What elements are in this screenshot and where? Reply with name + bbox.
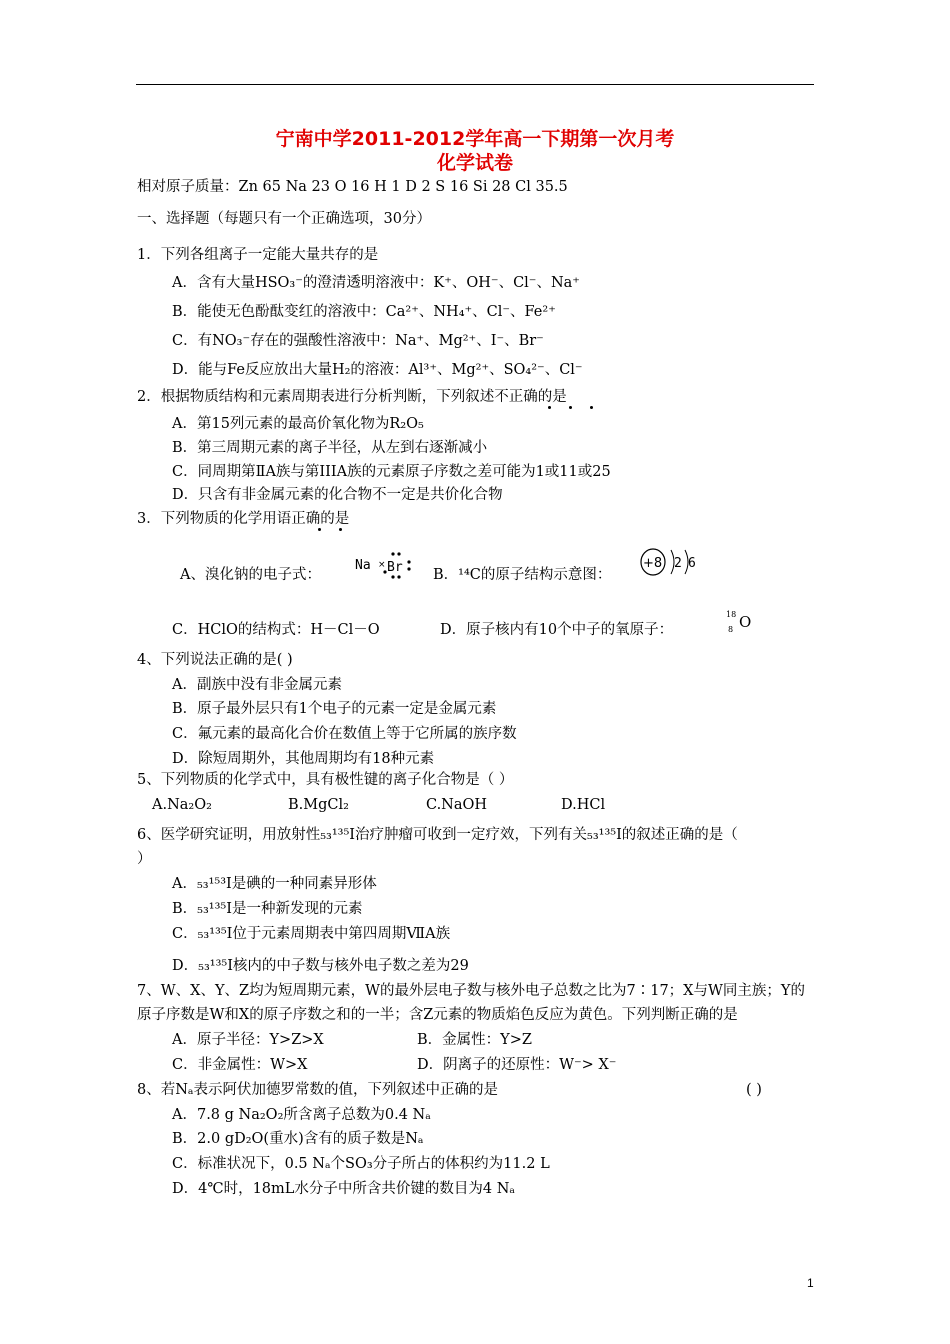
question-4-option-c: C．氟元素的最高化合价在数值上等于它所属的族序数 (172, 726, 517, 742)
question-4-option-a: A．副族中没有非金属元素 (172, 677, 342, 693)
element-symbol: O (739, 613, 752, 631)
emphasis-dot (569, 406, 572, 409)
question-8-option-c: C．标准状况下，0.5 Nₐ个SO₃分子所占的体积约为11.2 L (172, 1156, 550, 1172)
question-6-stem-cont: ） (137, 851, 152, 867)
atomic-number: 8 (728, 625, 734, 634)
question-5-option-a: A.Na₂O₂ (152, 797, 212, 813)
question-3-option-b: B．¹⁴C的原子结构示意图： (433, 567, 612, 583)
mass-number: 18 (726, 610, 737, 619)
carbon-atom-structure-diagram (638, 544, 708, 580)
shell-2-electrons: 6 (688, 556, 696, 571)
question-7-stem: 7、W、X、Y、Z均为短周期元素，W的最外层电子数与核外电子总数之比为7∶17；X与W同主族；Y的 (137, 983, 805, 999)
page-number: 1 (807, 1276, 814, 1290)
question-6-stem: 6、医学研究证明，用放射性₅₃¹³⁵I治疗肿瘤可收到一定疗效，下列有关₅₃¹³⁵I的叙述正确的是（ (137, 827, 738, 843)
question-4-stem: 4、下列说法正确的是( ) (137, 652, 293, 668)
question-2-option-a: A．第15列元素的最高价氧化物为R₂O₅ (172, 416, 424, 432)
question-2-option-d: D．只含有非金属元素的化合物不一定是共价化合物 (172, 487, 503, 503)
oxygen-18-isotope-symbol (726, 608, 756, 638)
question-2-option-b: B．第三周期元素的离子半径，从左到右逐渐减小 (172, 440, 488, 456)
question-8-option-b: B．2.0 gD₂O(重水)含有的质子数是Nₐ (172, 1131, 424, 1147)
section-heading: 一、选择题（每题只有一个正确选项，30分） (137, 211, 431, 227)
exam-title: 宁南中学2011-2012学年高一下期第一次月考 (275, 128, 675, 150)
question-2-stem: 2．根据物质结构和元素周期表进行分析判断，下列叙述不正确的是 (137, 389, 567, 405)
emphasis-dot (339, 528, 342, 531)
question-8-option-a: A．7.8 g Na₂O₂所含离子总数为0.4 Nₐ (172, 1107, 431, 1123)
question-7-option-a: A．原子半径：Y>Z>X (172, 1032, 324, 1048)
question-4-option-d: D．除短周期外，其他周期均有18种元素 (172, 751, 435, 767)
question-8-option-d: D．4℃时，18mL水分子中所含共价键的数目为4 Nₐ (172, 1181, 516, 1197)
header-rule (136, 84, 814, 85)
emphasis-dot (548, 406, 551, 409)
emphasis-dot (318, 528, 321, 531)
question-6-option-a: A．₅₃¹⁵³I是碘的一种同素异形体 (172, 876, 377, 892)
question-5-option-c: C.NaOH (426, 797, 488, 813)
question-7-option-c: C．非金属性：W>X (172, 1057, 308, 1073)
question-7-stem-cont: 原子序数是W和X的原子序数之和的一半；含Z元素的物质焰色反应为黄色。下列判断正确的是 (137, 1007, 738, 1023)
shell-1-electrons: 2 (674, 556, 682, 571)
sodium-bromide-electron-formula (354, 551, 414, 581)
atomic-masses: 相对原子质量：Zn 65 Na 23 O 16 H 1 D 2 S 16 Si 28 Cl 35.5 (137, 179, 568, 195)
sodium-symbol: Na (355, 558, 371, 573)
question-3-option-c: C．HClO的结构式：H－Cl－O (172, 622, 380, 638)
question-5-stem: 5、下列物质的化学式中，具有极性键的离子化合物是（ ） (137, 772, 514, 788)
emphasis-dot (590, 406, 593, 409)
question-2-option-c: C．同周期第ⅡA族与第IIIA族的元素原子序数之差可能为1或11或25 (172, 464, 611, 480)
question-6-option-b: B．₅₃¹³⁵I是一种新发现的元素 (172, 901, 363, 917)
question-1-option-b: B．能使无色酚酞变红的溶液中：Ca²⁺、NH₄⁺、Cl⁻、Fe²⁺ (172, 304, 556, 320)
question-1-option-c: C．有NO₃⁻存在的强酸性溶液中：Na⁺、Mg²⁺、I⁻、Br⁻ (172, 333, 544, 349)
question-6-option-c: C．₅₃¹³⁵I位于元素周期表中第四周期ⅦA族 (172, 926, 451, 942)
question-3-option-d: D．原子核内有10个中子的氧原子： (440, 622, 674, 638)
question-7-option-b: B．金属性：Y>Z (417, 1032, 532, 1048)
question-3-option-a: A、溴化钠的电子式： (180, 567, 321, 583)
question-8-answer-paren: ( ) (746, 1082, 762, 1098)
question-7-option-d: D．阴离子的还原性：W⁻> X⁻ (417, 1057, 617, 1073)
question-1-option-d: D．能与Fe反应放出大量H₂的溶液：Al³⁺、Mg²⁺、SO₄²⁻、Cl⁻ (172, 362, 583, 378)
question-1-option-a: A．含有大量HSO₃⁻的澄清透明溶液中：K⁺、OH⁻、Cl⁻、Na⁺ (172, 275, 580, 291)
question-5-option-b: B.MgCl₂ (288, 797, 349, 813)
exam-subtitle: 化学试卷 (436, 152, 513, 174)
question-4-option-b: B．原子最外层只有1个电子的元素一定是金属元素 (172, 701, 497, 717)
question-1-stem: 1．下列各组离子一定能大量共存的是 (137, 247, 379, 263)
bromine-symbol: Br (387, 560, 403, 575)
question-6-option-d: D．₅₃¹³⁵I核内的中子数与核外电子数之差为29 (172, 958, 469, 974)
question-3-stem: 3．下列物质的化学用语正确的是 (137, 511, 350, 527)
cross-electron: × (378, 560, 386, 570)
nucleus-charge: +8 (643, 556, 663, 571)
question-8-stem: 8、若Nₐ表示阿伏加德罗常数的值，下列叙述中正确的是 (137, 1082, 499, 1098)
question-5-option-d: D.HCl (561, 797, 606, 813)
